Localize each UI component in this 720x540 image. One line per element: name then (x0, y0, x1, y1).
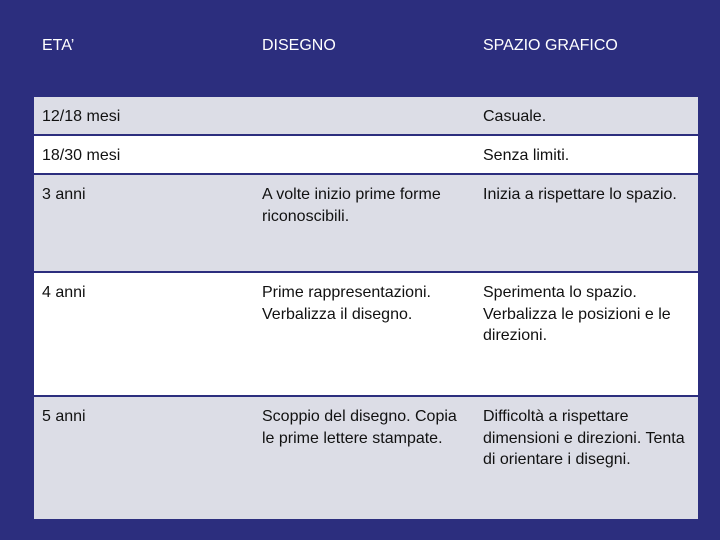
cell-age: 3 anni (34, 174, 254, 272)
cell-drawing: A volte inizio prime forme riconoscibili. (254, 174, 475, 272)
header-age: ETA’ (34, 27, 254, 96)
cell-drawing: Scoppio del disegno. Copia le prime lettere stampate. (254, 396, 475, 519)
table-row (34, 272, 698, 396)
header-graphic-space: SPAZIO GRAFICO (475, 27, 698, 96)
header-drawing: DISEGNO (254, 27, 475, 96)
header-row (34, 27, 698, 96)
cell-age: 18/30 mesi (34, 135, 254, 174)
cell-drawing (254, 135, 475, 174)
table-row (34, 135, 698, 174)
table-row (34, 396, 698, 519)
cell-graphic-space: Difficoltà a rispettare dimensioni e direzioni. Tenta di orientare i disegni. (475, 396, 698, 519)
cell-graphic-space: Sperimenta lo spazio. Verbalizza le posizioni e le direzioni. (475, 272, 698, 396)
cell-graphic-space: Senza limiti. (475, 135, 698, 174)
table-row (34, 174, 698, 272)
cell-graphic-space: Inizia a rispettare lo spazio. (475, 174, 698, 272)
cell-age: 5 anni (34, 396, 254, 519)
cell-drawing: Prime rappresentazioni. Verbalizza il disegno. (254, 272, 475, 396)
table-row (34, 96, 698, 135)
cell-graphic-space: Casuale. (475, 96, 698, 135)
cell-drawing (254, 96, 475, 135)
cell-age: 4 anni (34, 272, 254, 396)
cell-age: 12/18 mesi (34, 96, 254, 135)
development-table (34, 27, 698, 519)
